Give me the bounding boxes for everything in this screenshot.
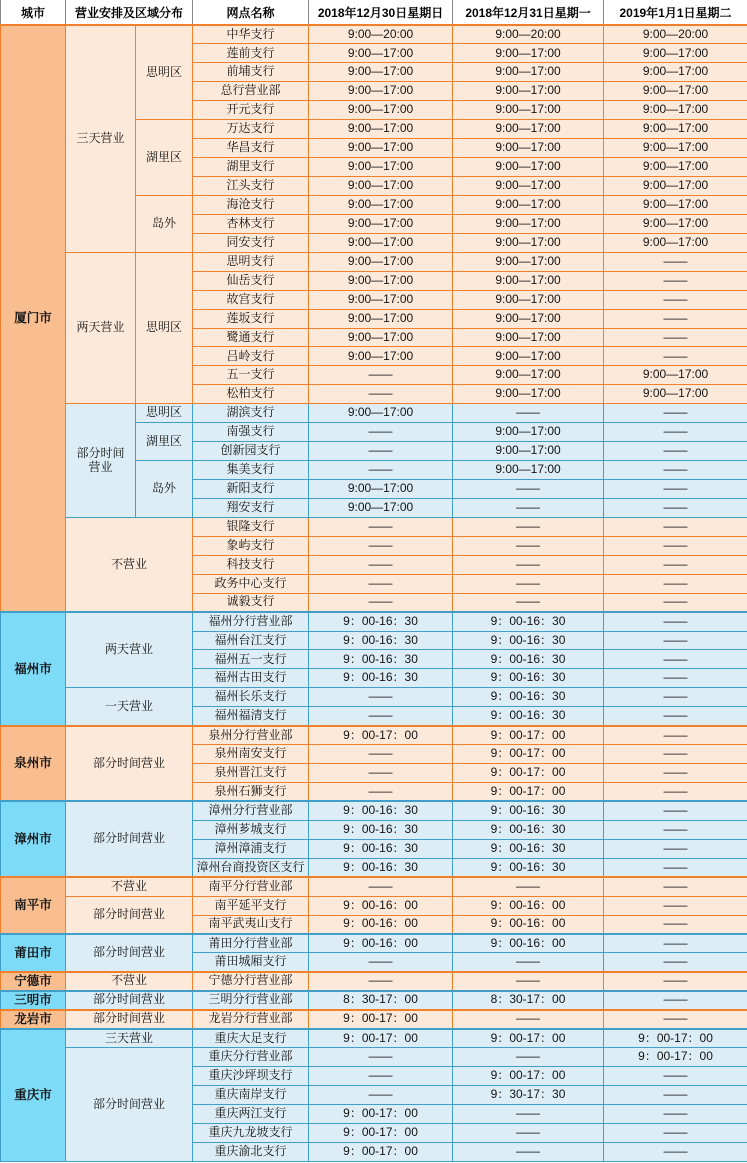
- hours-cell: 9：00-16：30: [309, 631, 453, 650]
- schedule-cell: 一天营业: [66, 688, 193, 726]
- hours-cell: 9：00-16：00: [453, 934, 604, 953]
- hours-cell: ——: [309, 555, 453, 574]
- branch-name-cell: 重庆分行营业部: [193, 1048, 309, 1067]
- hours-cell: 9：00-16：30: [309, 669, 453, 688]
- hours-cell: ——: [604, 442, 747, 461]
- hours-cell: ——: [604, 764, 747, 783]
- branch-name-cell: 诚毅支行: [193, 593, 309, 612]
- schedule-cell: 部分时间营业: [66, 1048, 193, 1162]
- branch-name-cell: 江头支行: [193, 177, 309, 196]
- table-row: [1, 991, 747, 1010]
- hours-cell: 9:00—17:00: [604, 233, 747, 252]
- col-header-date-2: 2018年12月31日星期一: [453, 0, 604, 25]
- branch-name-cell: 海沧支行: [193, 195, 309, 214]
- hours-cell: ——: [309, 1067, 453, 1086]
- hours-cell: 9：00-16：30: [453, 707, 604, 726]
- col-header-city: 城市: [1, 0, 66, 25]
- col-header-branch-name: 网点名称: [193, 0, 309, 25]
- hours-cell: ——: [309, 707, 453, 726]
- branch-name-cell: 同安支行: [193, 233, 309, 252]
- hours-cell: ——: [604, 991, 747, 1010]
- hours-cell: ——: [604, 972, 747, 991]
- hours-cell: 9：00-16：30: [453, 839, 604, 858]
- schedule-cell: 三天营业: [66, 25, 136, 252]
- hours-cell: ——: [453, 1142, 604, 1161]
- hours-cell: ——: [604, 1067, 747, 1086]
- hours-cell: 9:00—17:00: [309, 347, 453, 366]
- hours-cell: 9:00—17:00: [604, 385, 747, 404]
- branch-name-cell: 南平延平支行: [193, 896, 309, 915]
- hours-cell: 9：00-16：30: [309, 839, 453, 858]
- hours-cell: ——: [604, 650, 747, 669]
- hours-cell: ——: [309, 688, 453, 707]
- hours-cell: 9:00—17:00: [309, 139, 453, 158]
- schedule-cell: 部分时间营业: [66, 991, 193, 1010]
- branch-name-cell: 创新园支行: [193, 442, 309, 461]
- hours-cell: 9:00—17:00: [453, 195, 604, 214]
- hours-cell: 9：00-17：00: [453, 764, 604, 783]
- branch-name-cell: 前埔支行: [193, 63, 309, 82]
- hours-cell: ——: [453, 536, 604, 555]
- branch-name-cell: 吕岭支行: [193, 347, 309, 366]
- hours-cell: 9:00—17:00: [453, 158, 604, 177]
- hours-cell: 9:00—17:00: [453, 120, 604, 139]
- hours-cell: ——: [604, 536, 747, 555]
- hours-cell: 9:00—17:00: [309, 63, 453, 82]
- branch-name-cell: 重庆大足支行: [193, 1029, 309, 1048]
- hours-cell: ——: [453, 517, 604, 536]
- branch-name-cell: 福州长乐支行: [193, 688, 309, 707]
- branch-name-cell: 五一支行: [193, 366, 309, 385]
- col-header-schedule-region: 营业安排及区域分布: [66, 0, 193, 25]
- branch-name-cell: 泉州晋江支行: [193, 764, 309, 783]
- hours-cell: 9：00-16：30: [453, 631, 604, 650]
- hours-cell: 8：30-17：00: [453, 991, 604, 1010]
- city-cell: 重庆市: [1, 1029, 66, 1162]
- hours-cell: 9:00—17:00: [309, 82, 453, 101]
- hours-cell: 9:00—17:00: [309, 328, 453, 347]
- hours-cell: ——: [453, 480, 604, 499]
- hours-cell: ——: [309, 953, 453, 972]
- branch-name-cell: 翔安支行: [193, 498, 309, 517]
- branch-name-cell: 思明支行: [193, 252, 309, 271]
- hours-cell: ——: [604, 669, 747, 688]
- hours-cell: 9:00—17:00: [309, 271, 453, 290]
- branch-name-cell: 南平分行营业部: [193, 877, 309, 896]
- hours-cell: ——: [309, 366, 453, 385]
- branch-name-cell: 湖里支行: [193, 158, 309, 177]
- hours-cell: 9:00—17:00: [453, 63, 604, 82]
- city-cell: 福州市: [1, 612, 66, 726]
- hours-cell: 9：00-16：00: [309, 934, 453, 953]
- branch-name-cell: 湖滨支行: [193, 404, 309, 423]
- hours-cell: ——: [604, 517, 747, 536]
- branch-name-cell: 中华支行: [193, 25, 309, 44]
- branch-name-cell: 开元支行: [193, 101, 309, 120]
- hours-cell: 9:00—17:00: [309, 120, 453, 139]
- hours-cell: 9:00—20:00: [309, 25, 453, 44]
- branch-name-cell: 漳州台商投资区支行: [193, 858, 309, 877]
- branch-name-cell: 鹭通支行: [193, 328, 309, 347]
- hours-cell: ——: [604, 1142, 747, 1161]
- hours-cell: 9:00—17:00: [309, 480, 453, 499]
- hours-cell: ——: [604, 252, 747, 271]
- col-header-date-1: 2018年12月30日星期日: [309, 0, 453, 25]
- col-header-date-3: 2019年1月1日星期二: [604, 0, 747, 25]
- hours-cell: 8：30-17：00: [309, 991, 453, 1010]
- hours-cell: ——: [604, 839, 747, 858]
- branch-name-cell: 重庆沙坪坝支行: [193, 1067, 309, 1086]
- hours-cell: 9:00—17:00: [309, 195, 453, 214]
- branch-name-cell: 泉州南安支行: [193, 745, 309, 764]
- table-body: [1, 25, 747, 1161]
- hours-cell: ——: [309, 1048, 453, 1067]
- branch-name-cell: 福州分行营业部: [193, 612, 309, 631]
- city-cell: 南平市: [1, 877, 66, 934]
- hours-cell: ——: [604, 858, 747, 877]
- hours-cell: ——: [604, 290, 747, 309]
- hours-cell: 9：00-16：00: [453, 915, 604, 934]
- hours-cell: ——: [604, 820, 747, 839]
- table-row: [1, 1029, 747, 1048]
- hours-cell: 9：00-17：00: [309, 1123, 453, 1142]
- city-cell: 龙岩市: [1, 1010, 66, 1029]
- hours-cell: 9:00—17:00: [453, 101, 604, 120]
- branch-name-cell: 重庆渝北支行: [193, 1142, 309, 1161]
- hours-cell: 9:00—17:00: [309, 101, 453, 120]
- hours-cell: ——: [453, 1123, 604, 1142]
- schedule-cell: 不营业: [66, 877, 193, 896]
- hours-cell: ——: [604, 726, 747, 745]
- hours-cell: ——: [604, 953, 747, 972]
- branch-name-cell: 福州台江支行: [193, 631, 309, 650]
- branch-name-cell: 政务中心支行: [193, 574, 309, 593]
- hours-cell: 9:00—17:00: [453, 44, 604, 63]
- city-cell: 漳州市: [1, 801, 66, 877]
- table-row: [1, 252, 747, 271]
- city-cell: 三明市: [1, 991, 66, 1010]
- branch-name-cell: 龙岩分行营业部: [193, 1010, 309, 1029]
- hours-cell: 9:00—17:00: [604, 177, 747, 196]
- branch-name-cell: 漳州漳浦支行: [193, 839, 309, 858]
- hours-cell: ——: [604, 498, 747, 517]
- hours-cell: ——: [453, 1010, 604, 1029]
- hours-cell: ——: [604, 1104, 747, 1123]
- table-row: [1, 972, 747, 991]
- hours-cell: 9:00—17:00: [309, 498, 453, 517]
- hours-cell: ——: [309, 536, 453, 555]
- hours-cell: ——: [453, 1104, 604, 1123]
- hours-cell: ——: [309, 972, 453, 991]
- hours-cell: ——: [604, 707, 747, 726]
- branch-name-cell: 新阳支行: [193, 480, 309, 499]
- hours-cell: 9:00—17:00: [604, 214, 747, 233]
- schedule-cell: 两天营业: [66, 252, 136, 404]
- region-cell: 岛外: [136, 195, 193, 252]
- hours-cell: ——: [309, 385, 453, 404]
- branch-name-cell: 福州福清支行: [193, 707, 309, 726]
- hours-cell: 9：00-17：00: [309, 1142, 453, 1161]
- hours-cell: 9：00-16：00: [453, 896, 604, 915]
- hours-cell: 9:00—17:00: [604, 82, 747, 101]
- hours-cell: ——: [604, 309, 747, 328]
- hours-cell: ——: [604, 877, 747, 896]
- hours-cell: ——: [604, 631, 747, 650]
- hours-cell: ——: [604, 404, 747, 423]
- schedule-cell: 不营业: [66, 517, 193, 612]
- hours-cell: ——: [309, 764, 453, 783]
- hours-cell: 9：00-17：00: [604, 1048, 747, 1067]
- hours-cell: ——: [604, 461, 747, 480]
- branch-name-cell: 万达支行: [193, 120, 309, 139]
- city-cell: 宁德市: [1, 972, 66, 991]
- hours-cell: 9：00-16：30: [453, 669, 604, 688]
- hours-cell: 9：00-16：30: [309, 801, 453, 820]
- hours-cell: 9:00—17:00: [453, 82, 604, 101]
- hours-cell: 9:00—17:00: [453, 442, 604, 461]
- hours-cell: 9：30-17：30: [453, 1086, 604, 1105]
- table-row: [1, 1010, 747, 1029]
- hours-cell: ——: [604, 328, 747, 347]
- header-row: [1, 0, 747, 25]
- hours-cell: 9:00—17:00: [604, 63, 747, 82]
- hours-cell: ——: [604, 593, 747, 612]
- hours-cell: ——: [604, 896, 747, 915]
- branch-name-cell: 银隆支行: [193, 517, 309, 536]
- region-cell: 思明区: [136, 252, 193, 404]
- hours-cell: ——: [453, 555, 604, 574]
- hours-cell: 9:00—17:00: [309, 309, 453, 328]
- table-row: [1, 934, 747, 953]
- branch-name-cell: 重庆南岸支行: [193, 1086, 309, 1105]
- hours-cell: 9:00—17:00: [309, 214, 453, 233]
- hours-cell: ——: [604, 423, 747, 442]
- hours-cell: 9:00—17:00: [453, 290, 604, 309]
- hours-cell: 9：00-17：00: [453, 1029, 604, 1048]
- hours-cell: 9:00—17:00: [604, 158, 747, 177]
- hours-cell: 9：00-16：30: [309, 612, 453, 631]
- branch-name-cell: 漳州芗城支行: [193, 820, 309, 839]
- hours-cell: ——: [604, 1123, 747, 1142]
- branch-name-cell: 泉州分行营业部: [193, 726, 309, 745]
- city-cell: 莆田市: [1, 934, 66, 972]
- hours-cell: 9:00—17:00: [453, 214, 604, 233]
- hours-cell: 9:00—17:00: [453, 177, 604, 196]
- region-cell: 思明区: [136, 25, 193, 120]
- hours-cell: ——: [453, 972, 604, 991]
- schedule-cell: 不营业: [66, 972, 193, 991]
- hours-cell: 9:00—17:00: [453, 366, 604, 385]
- table-row: [1, 688, 747, 707]
- hours-cell: 9：00-17：00: [309, 726, 453, 745]
- hours-cell: ——: [309, 461, 453, 480]
- hours-cell: ——: [309, 517, 453, 536]
- hours-cell: 9：00-16：30: [453, 801, 604, 820]
- hours-cell: 9:00—17:00: [453, 385, 604, 404]
- branch-name-cell: 漳州分行营业部: [193, 801, 309, 820]
- hours-cell: ——: [604, 688, 747, 707]
- hours-cell: ——: [604, 934, 747, 953]
- region-cell: 湖里区: [136, 423, 193, 461]
- table-row: [1, 1048, 747, 1067]
- schedule-cell: 部分时间营业: [66, 801, 193, 877]
- hours-cell: ——: [309, 574, 453, 593]
- table-row: [1, 877, 747, 896]
- hours-cell: 9:00—17:00: [309, 233, 453, 252]
- hours-cell: 9:00—17:00: [453, 309, 604, 328]
- city-cell: 厦门市: [1, 25, 66, 612]
- hours-cell: 9:00—17:00: [309, 44, 453, 63]
- hours-cell: ——: [604, 783, 747, 802]
- schedule-cell: 部分时间营业: [66, 726, 193, 802]
- hours-cell: 9:00—17:00: [453, 328, 604, 347]
- table-row: [1, 612, 747, 631]
- hours-cell: 9:00—17:00: [309, 290, 453, 309]
- hours-cell: ——: [604, 801, 747, 820]
- schedule-cell: 部分时间营业: [66, 896, 193, 934]
- hours-cell: ——: [309, 442, 453, 461]
- hours-cell: 9:00—17:00: [453, 423, 604, 442]
- branch-name-cell: 莆田分行营业部: [193, 934, 309, 953]
- branch-name-cell: 华昌支行: [193, 139, 309, 158]
- hours-cell: ——: [604, 480, 747, 499]
- hours-cell: ——: [453, 593, 604, 612]
- branch-name-cell: 南平武夷山支行: [193, 915, 309, 934]
- hours-cell: 9:00—17:00: [604, 139, 747, 158]
- hours-cell: 9：00-16：30: [309, 858, 453, 877]
- hours-cell: 9：00-16：30: [309, 650, 453, 669]
- hours-cell: ——: [604, 1086, 747, 1105]
- branch-name-cell: 三明分行营业部: [193, 991, 309, 1010]
- hours-cell: 9:00—17:00: [604, 120, 747, 139]
- region-cell: 湖里区: [136, 120, 193, 196]
- hours-cell: ——: [604, 271, 747, 290]
- hours-cell: 9:00—17:00: [453, 233, 604, 252]
- hours-cell: ——: [604, 915, 747, 934]
- hours-cell: ——: [604, 612, 747, 631]
- hours-cell: 9:00—17:00: [309, 177, 453, 196]
- table-row: [1, 25, 747, 44]
- hours-cell: 9:00—17:00: [453, 252, 604, 271]
- hours-cell: 9：00-17：00: [309, 1104, 453, 1123]
- table-row: [1, 517, 747, 536]
- branch-name-cell: 故宫支行: [193, 290, 309, 309]
- branch-name-cell: 莆田城厢支行: [193, 953, 309, 972]
- hours-cell: 9：00-17：00: [453, 1067, 604, 1086]
- hours-cell: ——: [309, 877, 453, 896]
- hours-cell: 9：00-16：00: [309, 915, 453, 934]
- hours-cell: ——: [309, 1086, 453, 1105]
- branch-name-cell: 杏林支行: [193, 214, 309, 233]
- hours-cell: ——: [453, 877, 604, 896]
- hours-cell: ——: [453, 404, 604, 423]
- region-cell: 岛外: [136, 461, 193, 518]
- hours-cell: ——: [604, 555, 747, 574]
- hours-cell: 9:00—17:00: [604, 195, 747, 214]
- hours-cell: ——: [453, 498, 604, 517]
- branch-name-cell: 福州古田支行: [193, 669, 309, 688]
- hours-cell: 9:00—17:00: [309, 158, 453, 177]
- hours-cell: ——: [453, 1048, 604, 1067]
- hours-cell: ——: [604, 1010, 747, 1029]
- hours-cell: 9:00—20:00: [604, 25, 747, 44]
- hours-cell: 9：00-17：00: [453, 783, 604, 802]
- hours-cell: 9:00—17:00: [453, 347, 604, 366]
- hours-cell: ——: [604, 745, 747, 764]
- hours-cell: 9:00—17:00: [453, 461, 604, 480]
- hours-cell: 9:00—17:00: [309, 404, 453, 423]
- branch-name-cell: 莲坂支行: [193, 309, 309, 328]
- hours-cell: 9：00-16：30: [309, 820, 453, 839]
- branch-name-cell: 宁德分行营业部: [193, 972, 309, 991]
- hours-cell: 9：00-16：30: [453, 612, 604, 631]
- branch-name-cell: 重庆九龙坡支行: [193, 1123, 309, 1142]
- table-header: [1, 0, 747, 25]
- branch-name-cell: 南强支行: [193, 423, 309, 442]
- hours-cell: 9：00-16：30: [453, 820, 604, 839]
- branch-name-cell: 象屿支行: [193, 536, 309, 555]
- schedule-cell: 部分时间营业: [66, 934, 193, 972]
- hours-cell: 9:00—17:00: [604, 101, 747, 120]
- table-row: [1, 896, 747, 915]
- hours-cell: 9:00—17:00: [309, 252, 453, 271]
- hours-cell: ——: [453, 574, 604, 593]
- branch-name-cell: 科技支行: [193, 555, 309, 574]
- hours-cell: 9:00—17:00: [453, 271, 604, 290]
- table-row: [1, 801, 747, 820]
- hours-cell: 9：00-16：00: [309, 896, 453, 915]
- hours-cell: ——: [309, 745, 453, 764]
- hours-cell: ——: [604, 574, 747, 593]
- hours-cell: ——: [453, 953, 604, 972]
- hours-cell: 9:00—17:00: [604, 44, 747, 63]
- branch-name-cell: 莲前支行: [193, 44, 309, 63]
- hours-cell: 9：00-17：00: [604, 1029, 747, 1048]
- branch-name-cell: 总行营业部: [193, 82, 309, 101]
- hours-cell: ——: [309, 593, 453, 612]
- hours-cell: ——: [309, 423, 453, 442]
- schedule-cell: 两天营业: [66, 612, 193, 688]
- table-row: [1, 726, 747, 745]
- city-cell: 泉州市: [1, 726, 66, 802]
- hours-cell: 9：00-16：30: [453, 650, 604, 669]
- hours-cell: 9：00-16：30: [453, 688, 604, 707]
- schedule-cell: 部分时间营业: [66, 1010, 193, 1029]
- hours-cell: ——: [309, 783, 453, 802]
- table-row: [1, 404, 747, 423]
- hours-cell: 9:00—20:00: [453, 25, 604, 44]
- hours-cell: ——: [604, 347, 747, 366]
- hours-cell: 9：00-17：00: [453, 726, 604, 745]
- branch-name-cell: 松柏支行: [193, 385, 309, 404]
- hours-cell: 9：00-17：00: [309, 1029, 453, 1048]
- hours-cell: 9：00-16：30: [453, 858, 604, 877]
- region-cell: 思明区: [136, 404, 193, 423]
- schedule-cell: 三天营业: [66, 1029, 193, 1048]
- hours-cell: 9：00-17：00: [453, 745, 604, 764]
- schedule-cell: 部分时间营业: [66, 404, 136, 518]
- branch-name-cell: 仙岳支行: [193, 271, 309, 290]
- hours-cell: 9:00—17:00: [453, 139, 604, 158]
- hours-cell: 9:00—17:00: [604, 366, 747, 385]
- branch-name-cell: 福州五一支行: [193, 650, 309, 669]
- hours-cell: 9：00-17：00: [309, 1010, 453, 1029]
- branch-name-cell: 重庆两江支行: [193, 1104, 309, 1123]
- branch-name-cell: 泉州石狮支行: [193, 783, 309, 802]
- branch-name-cell: 集美支行: [193, 461, 309, 480]
